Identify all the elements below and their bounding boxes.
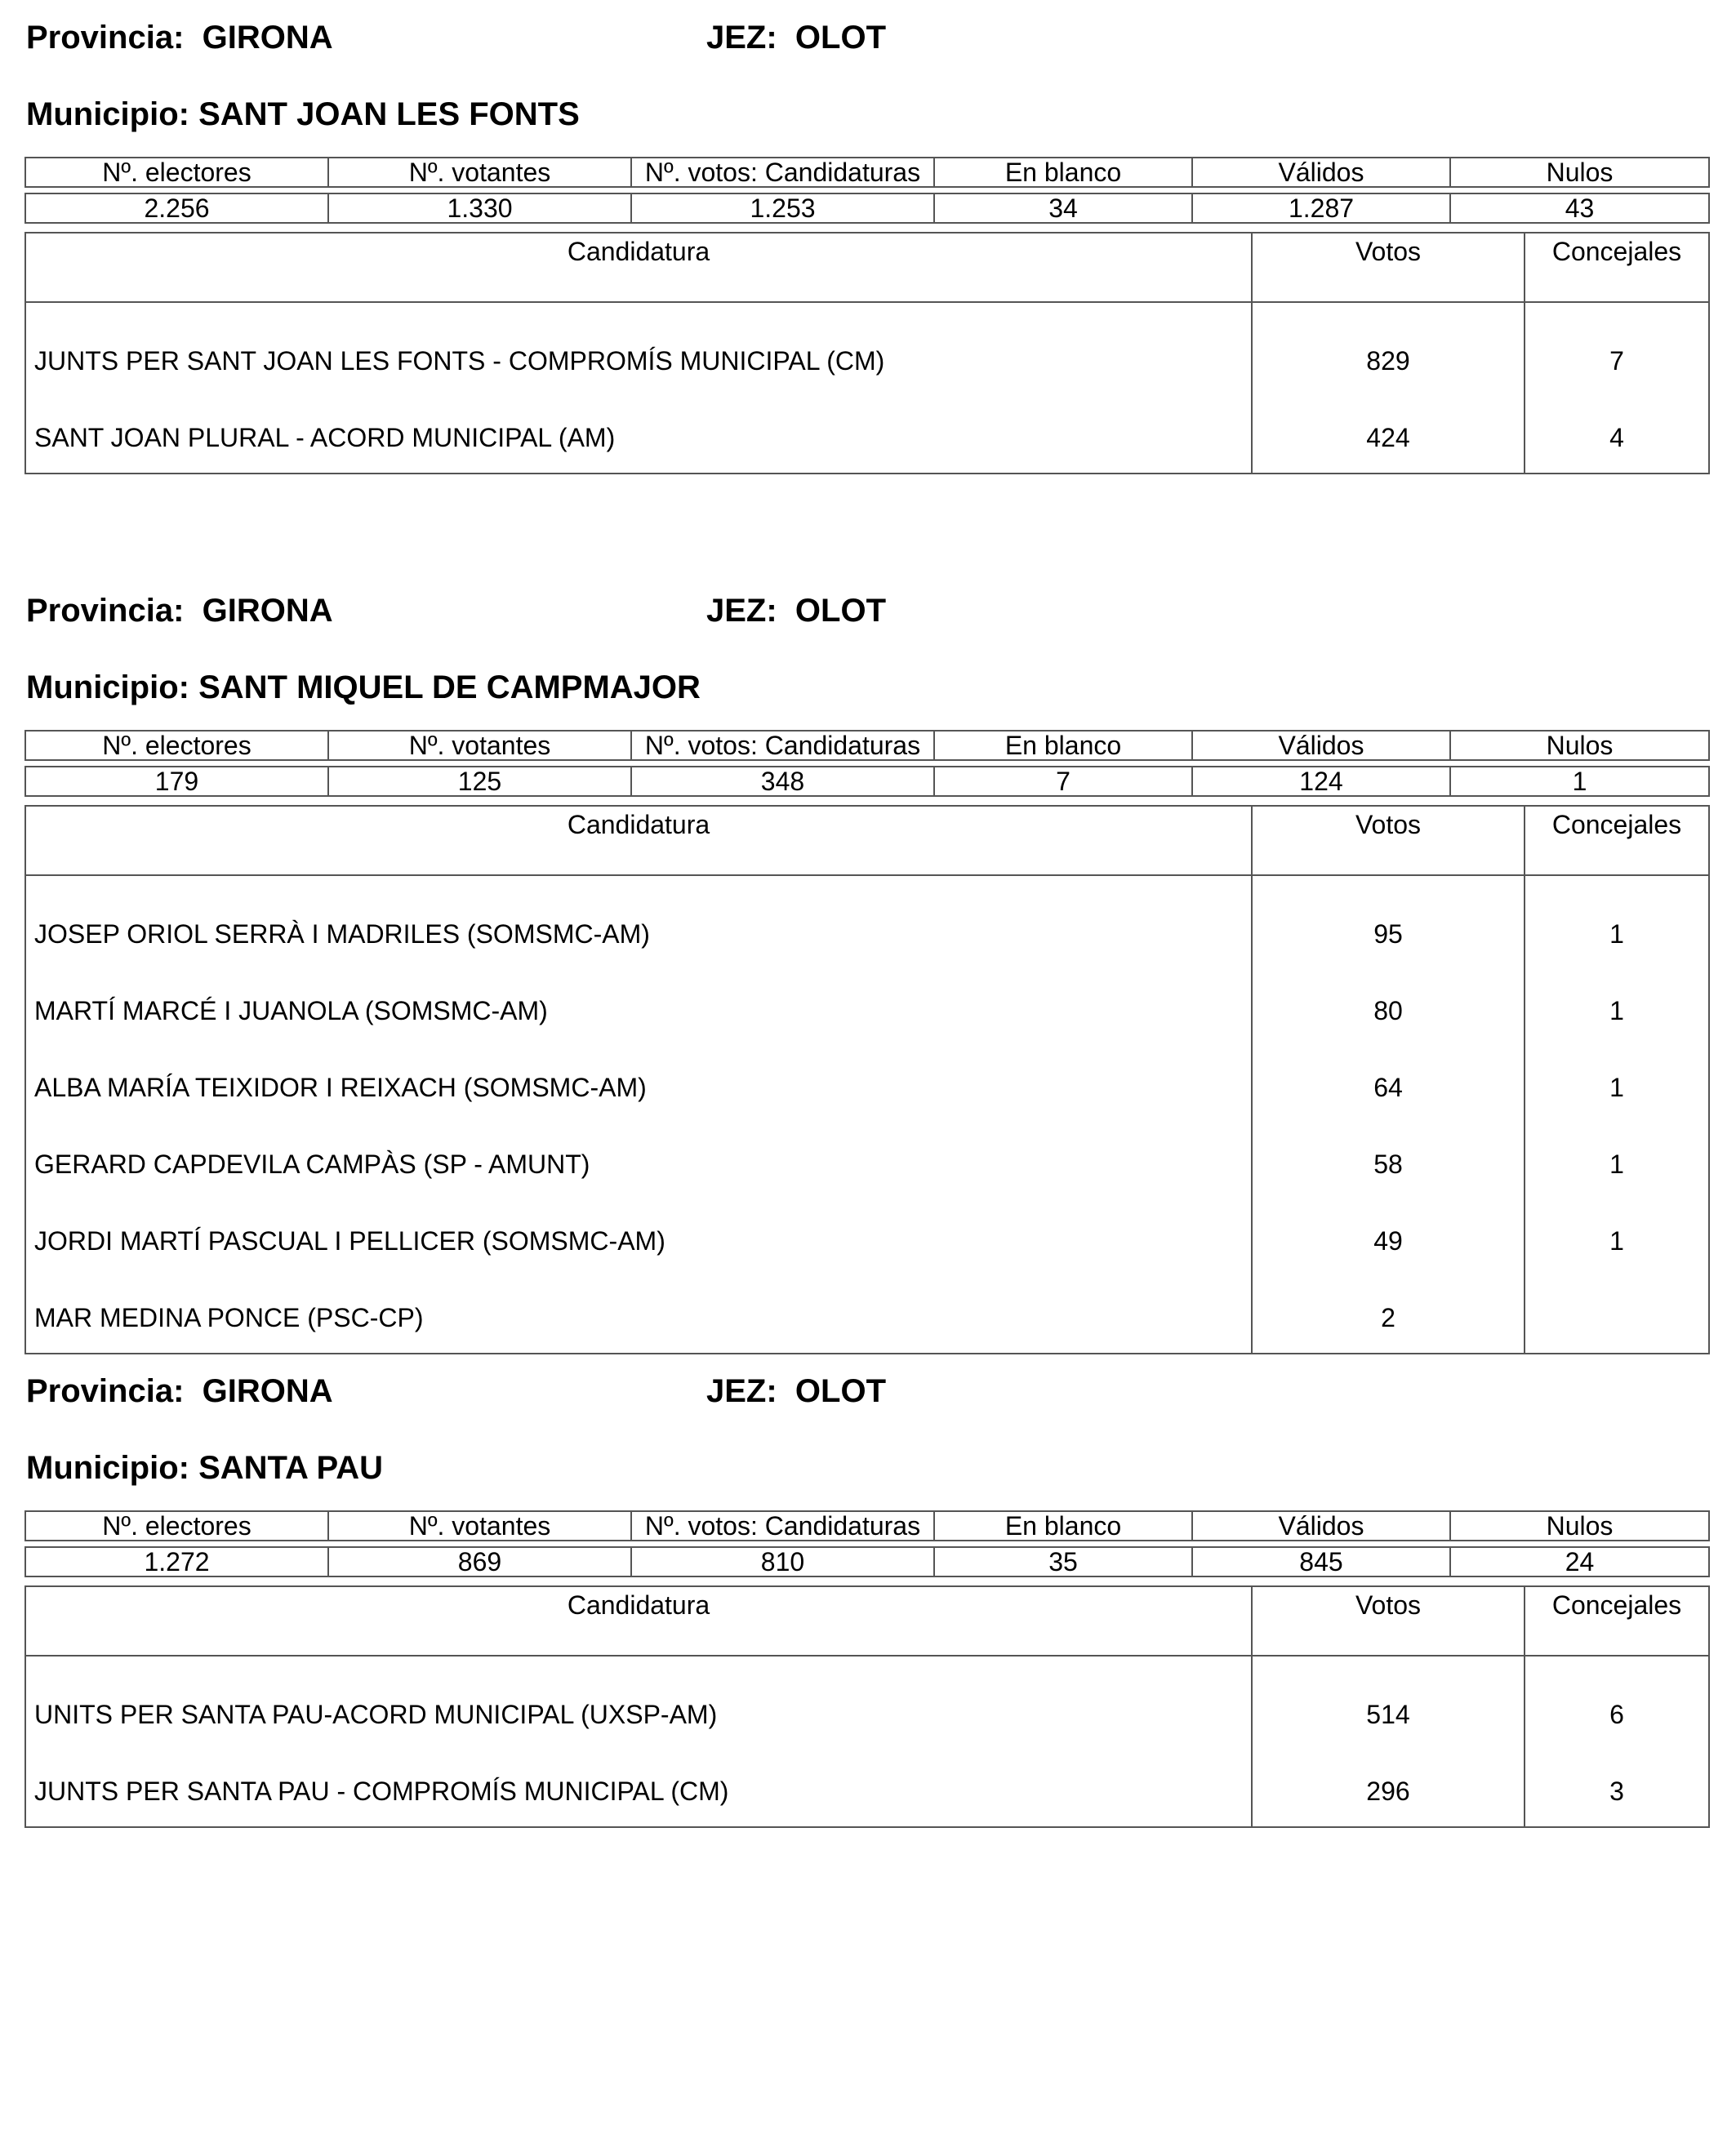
votos-candidaturas-value: 1.253	[631, 193, 934, 223]
jez-value: OLOT	[795, 593, 886, 629]
municipio-header	[26, 668, 701, 707]
provincia-label: Provincia:	[26, 1373, 203, 1409]
candidate-votos: 2	[1252, 1276, 1525, 1354]
summary-header-row	[25, 1511, 1709, 1541]
candidatura-header: Candidatura	[25, 806, 1252, 875]
candidates-table	[24, 1585, 1710, 1828]
nulos-header: Nulos	[1450, 158, 1709, 187]
candidatura-header: Candidatura	[25, 233, 1252, 302]
municipio-value: SANT MIQUEL DE CAMPMAJOR	[198, 669, 701, 705]
votos-candidaturas-header: Nº. votos: Candidaturas	[631, 1511, 934, 1541]
votantes-header: Nº. votantes	[328, 158, 631, 187]
electores-value: 2.256	[25, 193, 328, 223]
nulos-value: 43	[1450, 193, 1709, 223]
candidate-concejales: 1	[1525, 1046, 1709, 1123]
candidate-name: UNITS PER SANTA PAU-ACORD MUNICIPAL (UXSP-AM)	[25, 1656, 1252, 1750]
candidate-row	[25, 875, 1709, 969]
candidate-name: JOSEP ORIOL SERRÀ I MADRILES (SOMSMC-AM)	[25, 875, 1252, 969]
candidate-concejales: 7	[1525, 302, 1709, 396]
candidatura-header: Candidatura	[25, 1586, 1252, 1656]
votos-candidaturas-value: 810	[631, 1547, 934, 1576]
candidate-concejales	[1525, 1276, 1709, 1354]
jez-label: JEZ:	[706, 593, 795, 629]
provincia-label: Provincia:	[26, 20, 203, 56]
candidate-concejales: 3	[1525, 1750, 1709, 1827]
municipio-label: Municipio:	[26, 1450, 199, 1486]
candidate-name: MARTÍ MARCÉ I JUANOLA (SOMSMC-AM)	[25, 969, 1252, 1046]
candidate-name: ALBA MARÍA TEIXIDOR I REIXACH (SOMSMC-AM)	[25, 1046, 1252, 1123]
validos-header: Válidos	[1192, 731, 1450, 760]
candidates-header-row	[25, 806, 1709, 875]
candidate-votos: 829	[1252, 302, 1525, 396]
votos-header: Votos	[1252, 806, 1525, 875]
candidate-row	[25, 1750, 1709, 1827]
nulos-value: 1	[1450, 767, 1709, 796]
candidate-concejales: 4	[1525, 396, 1709, 474]
en-blanco-header: En blanco	[934, 1511, 1192, 1541]
candidate-row	[25, 969, 1709, 1046]
candidates-table	[24, 805, 1710, 1354]
validos-value: 1.287	[1192, 193, 1450, 223]
votos-candidaturas-value: 348	[631, 767, 934, 796]
candidate-name: SANT JOAN PLURAL - ACORD MUNICIPAL (AM)	[25, 396, 1252, 474]
votantes-value: 1.330	[328, 193, 631, 223]
jez-value: OLOT	[795, 1373, 886, 1409]
electores-value: 179	[25, 767, 328, 796]
summary-values-row	[25, 193, 1709, 223]
provincia-value: GIRONA	[202, 593, 333, 629]
candidate-concejales: 1	[1525, 1199, 1709, 1276]
candidate-name: JUNTS PER SANTA PAU - COMPROMÍS MUNICIPAL (CM)	[25, 1750, 1252, 1827]
en-blanco-value: 34	[934, 193, 1192, 223]
summary-values-row	[25, 767, 1709, 796]
concejales-header: Concejales	[1525, 1586, 1709, 1656]
en-blanco-value: 7	[934, 767, 1192, 796]
candidates-header-row	[25, 233, 1709, 302]
votos-header: Votos	[1252, 1586, 1525, 1656]
summary-values-row	[25, 1547, 1709, 1576]
jez-label: JEZ:	[706, 20, 795, 56]
candidate-name: JORDI MARTÍ PASCUAL I PELLICER (SOMSMC-AM)	[25, 1199, 1252, 1276]
candidate-votos: 49	[1252, 1199, 1525, 1276]
candidate-votos: 296	[1252, 1750, 1525, 1827]
jez-value: OLOT	[795, 20, 886, 56]
nulos-header: Nulos	[1450, 731, 1709, 760]
candidates-table	[24, 232, 1710, 474]
validos-value: 845	[1192, 1547, 1450, 1576]
candidate-concejales: 1	[1525, 875, 1709, 969]
municipio-value: SANT JOAN LES FONTS	[198, 96, 580, 132]
votos-candidaturas-header: Nº. votos: Candidaturas	[631, 731, 934, 760]
jez-header	[706, 18, 886, 57]
jez-header	[706, 1372, 886, 1411]
votos-header: Votos	[1252, 233, 1525, 302]
provincia-header	[26, 591, 333, 630]
nulos-value: 24	[1450, 1547, 1709, 1576]
provincia-value: GIRONA	[202, 1373, 333, 1409]
votantes-header: Nº. votantes	[328, 731, 631, 760]
summary-table	[24, 1510, 1710, 1577]
electores-header: Nº. electores	[25, 731, 328, 760]
municipio-label: Municipio:	[26, 96, 199, 132]
summary-table	[24, 730, 1710, 797]
candidate-name: GERARD CAPDEVILA CAMPÀS (SP - AMUNT)	[25, 1123, 1252, 1199]
validos-value: 124	[1192, 767, 1450, 796]
candidate-votos: 80	[1252, 969, 1525, 1046]
nulos-header: Nulos	[1450, 1511, 1709, 1541]
votantes-value: 869	[328, 1547, 631, 1576]
concejales-header: Concejales	[1525, 806, 1709, 875]
jez-header	[706, 591, 886, 630]
candidate-votos: 58	[1252, 1123, 1525, 1199]
candidate-votos: 95	[1252, 875, 1525, 969]
en-blanco-header: En blanco	[934, 731, 1192, 760]
candidate-row	[25, 1656, 1709, 1750]
candidate-name: MAR MEDINA PONCE (PSC-CP)	[25, 1276, 1252, 1354]
candidates-header-row	[25, 1586, 1709, 1656]
provincia-header	[26, 18, 333, 57]
votantes-header: Nº. votantes	[328, 1511, 631, 1541]
jez-label: JEZ:	[706, 1373, 795, 1409]
summary-header-row	[25, 158, 1709, 187]
votos-candidaturas-header: Nº. votos: Candidaturas	[631, 158, 934, 187]
candidate-concejales: 6	[1525, 1656, 1709, 1750]
candidate-row	[25, 302, 1709, 396]
validos-header: Válidos	[1192, 158, 1450, 187]
candidate-concejales: 1	[1525, 969, 1709, 1046]
votantes-value: 125	[328, 767, 631, 796]
provincia-header	[26, 1372, 333, 1411]
en-blanco-value: 35	[934, 1547, 1192, 1576]
candidate-name: JUNTS PER SANT JOAN LES FONTS - COMPROMÍS MUNICIPAL (CM)	[25, 302, 1252, 396]
candidate-concejales: 1	[1525, 1123, 1709, 1199]
municipio-label: Municipio:	[26, 669, 199, 705]
municipio-value: SANTA PAU	[198, 1450, 383, 1486]
candidate-row	[25, 1123, 1709, 1199]
candidate-row	[25, 1276, 1709, 1354]
municipio-header	[26, 1448, 383, 1488]
en-blanco-header: En blanco	[934, 158, 1192, 187]
candidate-row	[25, 1046, 1709, 1123]
electores-header: Nº. electores	[25, 158, 328, 187]
summary-header-row	[25, 731, 1709, 760]
candidate-votos: 64	[1252, 1046, 1525, 1123]
municipio-header	[26, 95, 580, 134]
summary-table	[24, 157, 1710, 224]
candidate-row	[25, 1199, 1709, 1276]
provincia-label: Provincia:	[26, 593, 203, 629]
validos-header: Válidos	[1192, 1511, 1450, 1541]
concejales-header: Concejales	[1525, 233, 1709, 302]
candidate-votos: 424	[1252, 396, 1525, 474]
electores-value: 1.272	[25, 1547, 328, 1576]
provincia-value: GIRONA	[202, 20, 333, 56]
electores-header: Nº. electores	[25, 1511, 328, 1541]
candidate-row	[25, 396, 1709, 474]
candidate-votos: 514	[1252, 1656, 1525, 1750]
